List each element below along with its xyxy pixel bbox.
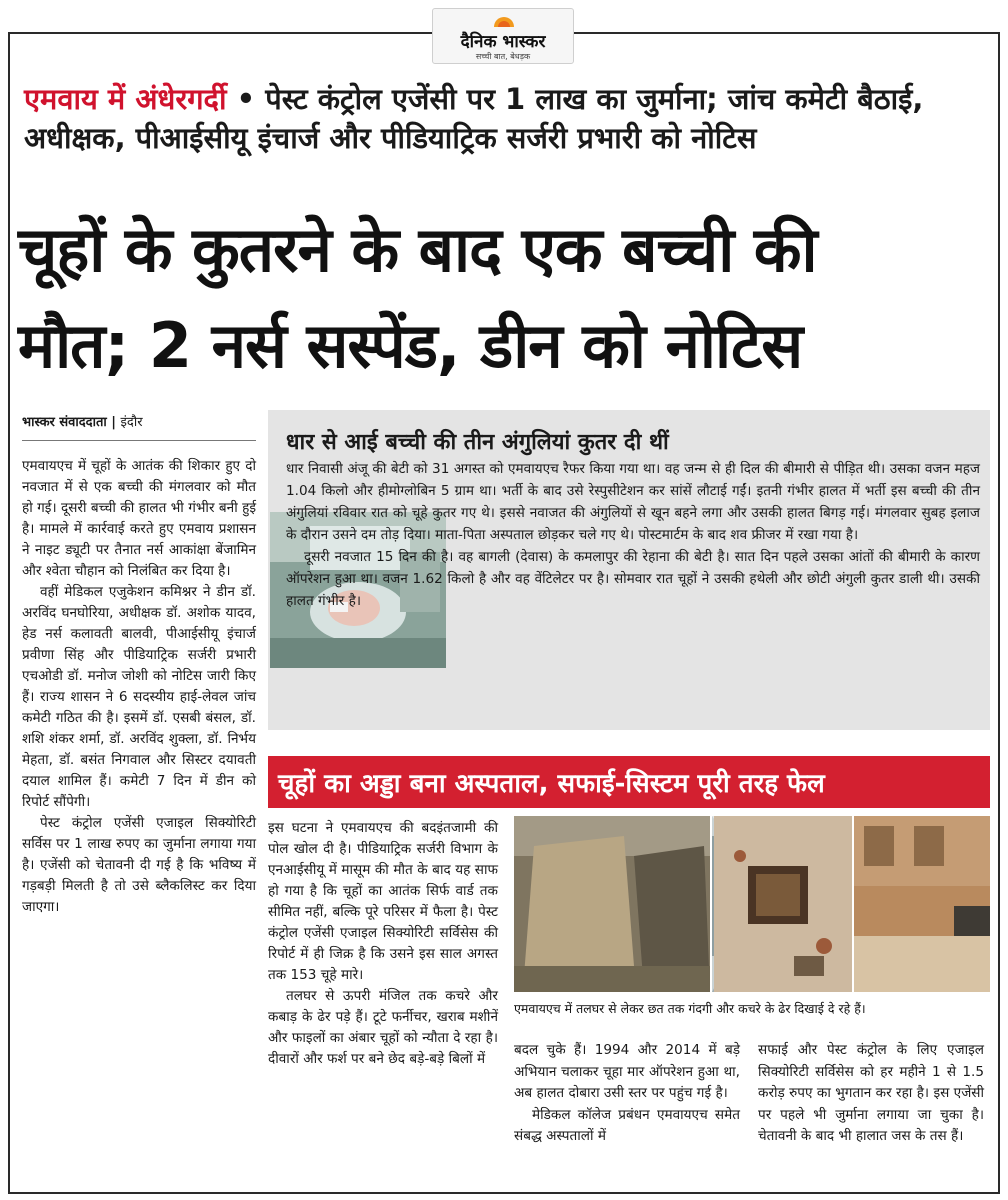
byline: [22, 412, 262, 430]
column-3-paragraph-1: बदल चुके हैं। 1994 और 2014 में बड़े अभियान चलाकर चूहा मार ऑपरेशन हुआ था, अब हालत दोबारा उसी स्तर पर पहुंच गई है।: [514, 1042, 740, 1101]
kicker-bullet: •: [236, 82, 256, 116]
middle-paragraph-1: इस घटना ने एमवायएच की बदइंतजामी की पोल खोल दी है। पीडियाट्रिक सर्जरी विभाग के एनआईसीयू में मासूम की मौत के बाद यह साफ हो गया है कि चूहों का आतंक सिर्फ वार्ड तक सीमित नहीं, बल्कि पूरे परिसर में फैला है। पेस्ट कंट्रोल एजेंसी एजाइल सिक्योरिटी सर्विसेस की रिपोर्ट में ही जिक्र है कि उसने इस साल अगस्त तक 153 चूहे मारे।: [268, 820, 498, 983]
left-paragraph-3: पेस्ट कंट्रोल एजेंसी एजाइल सिक्योरिटी सर्विस पर 1 लाख रुपए का जुर्माना लगाया गया है। एजेंसी को चेतावनी दी गई है कि भविष्य में गड़बड़ी मिलती है तो उसे ब्लैकलिस्ट कर दिया जाएगा।: [22, 815, 256, 915]
headline-line-2: मौत; 2 नर्स सस्पेंड, डीन को नोटिस: [18, 309, 803, 382]
left-column: [22, 456, 256, 918]
basement-photo: [514, 816, 710, 992]
left-paragraph-2: वहीं मेडिकल एजुकेशन कमिश्नर ने डीन डॉ. अरविंद घनघोरिया, अधीक्षक डॉ. अशोक यादव, हेड नर्स कलावती बालवी, पीआईसीयू इंचार्ज प्रवीणा सिंह और पीडियाट्रिक सर्जरी प्रभारी एचओडी डॉ. मनोज जोशी को नोटिस जारी किए हैं। राज्य शासन ने 6 सदस्यीय हाई-लेवल जांच कमेटी गठित की है। इसमें डॉ. एसबी बंसल, डॉ. शशि शंकर शर्मा, डॉ. अरविंद शुक्ला, डॉ. निर्भय मेहता, डॉ. बसंत निगवाल और सिस्टर दयावती दयाल शामिल हैं। कमेटी 7 दिन में डीन को रिपोर्ट सौंपेगी।: [22, 584, 256, 810]
kicker: [24, 80, 984, 158]
middle-column: [268, 818, 498, 1070]
kicker-tag: एमवाय में अंधेरगर्दी: [24, 82, 227, 116]
photo-caption: एमवायएच में तलघर से लेकर छत तक गंदगी और कचरे के ढेर दिखाई दे रहे हैं।: [514, 1001, 866, 1016]
box-title: धार से आई बच्ची की तीन अंगुलियां कुतर दी थीं: [286, 430, 669, 455]
headline-line-1: चूहों के कुतरने के बाद एक बच्ची की: [18, 213, 817, 286]
wall-hole-photo: [714, 816, 852, 992]
byline-separator: |: [111, 415, 117, 430]
headline: [18, 202, 990, 394]
column-4: [758, 1040, 984, 1148]
column-3-paragraph-2: मेडिकल कॉलेज प्रबंधन एमवायएच समेत संबद्ध अस्पतालों में: [514, 1106, 740, 1144]
box-text: [286, 458, 980, 612]
column-3: [514, 1040, 740, 1148]
box-paragraph-2: दूसरी नवजात 15 दिन की है। वह बागली (देवास) के कमलापुर की रेहाना की बेटी है। सात दिन पहले उसका आंतों की बीमारी के कारण ऑपरेशन हुआ था। वजन 1.62 किलो है और वह वेंटिलेटर पर है। सोमवार रात चूहों ने उसकी हथेली और छोटी अंगुली कुतर डाली थी। उसकी हालत गंभीर है।: [286, 549, 980, 609]
logo-name: दैनिक भास्कर: [460, 32, 546, 52]
byline-author: भास्कर संवाददाता: [22, 415, 107, 430]
box-paragraph-1: धार निवासी अंजू की बेटी को 31 अगस्त को एमवायएच रैफर किया गया था। वह जन्म से ही दिल की बीमारी से पीड़ित थी। उसका वजन महज 1.04 किलो और हीमोग्लोबिन 5 ग्राम था। भर्ती के बाद उसे रेस्पुसीटेशन कर सांसें लौटाई गईं। इतनी गंभीर हालत में भर्ती इस बच्ची की तीन अंगुलियां रविवार रात को चूहे कुतर गए थे। इससे नवाजत की अंगुलियों से खून बहने लगा और उसकी हालत बिगड़ गई। मंगलवार सुबह इलाज के दौरान उसने दम तोड़ दिया। माता-पिता अस्पताल छोड़कर चले गए थे। पोस्टमार्टम के बाद शव फ्रीजर में रखा गया है।: [286, 461, 980, 543]
byline-rule: [22, 440, 256, 441]
left-paragraph-1: एमवायएच में चूहों के आतंक की शिकार हुए दो नवजात में से एक बच्ची की मंगलवार को मौत हो गई। दूसरी बच्ची की हालत भी गंभीर बनी हुई है। मामले में कार्रवाई करते हुए एमवाय प्रशासन ने नाइट ड्यूटी पर तैनात नर्स आकांक्षा बेंजामिन और श्वेता चौहान को निलंबित कर दिया है।: [22, 458, 256, 579]
rubbish-photo: [854, 816, 990, 992]
kicker-text: पेस्ट कंट्रोल एजेंसी पर 1 लाख का जुर्माना; जांच कमेटी बैठाई, अधीक्षक, पीआईसीयू इंचार्ज और पीडियाट्रिक सर्जरी प्रभारी को नोटिस: [24, 82, 924, 155]
byline-city: इंदौर: [120, 415, 143, 430]
middle-paragraph-2: तलघर से ऊपरी मंजिल तक कचरे और कबाड़ के ढेर पड़े हैं। टूटे फर्नीचर, खराब मशीनें और फाइलों का अंबार चूहों को न्यौता दे रहा है। दीवारों और फर्श पर बने छेद बड़े-बड़े बिलों में: [268, 988, 498, 1067]
logo-tagline: सच्ची बात, बेधड़क: [475, 52, 531, 61]
newspaper-logo: [432, 8, 574, 64]
column-4-paragraph-1: सफाई और पेस्ट कंट्रोल के लिए एजाइल सिक्योरिटी सर्विसेस को हर महीने 1 से 1.5 करोड़ रुपए का भुगतान कर रहा है। इस एजेंसी पर पहले भी जुर्माना लगाया जा चुका है। चेतावनी के बाद भी हालात जस के तस हैं।: [758, 1042, 984, 1144]
sun-logo-icon: [493, 15, 515, 27]
section-banner-title: चूहों का अड्डा बना अस्पताल, सफाई-सिस्टम पूरी तरह फेल: [278, 769, 825, 799]
